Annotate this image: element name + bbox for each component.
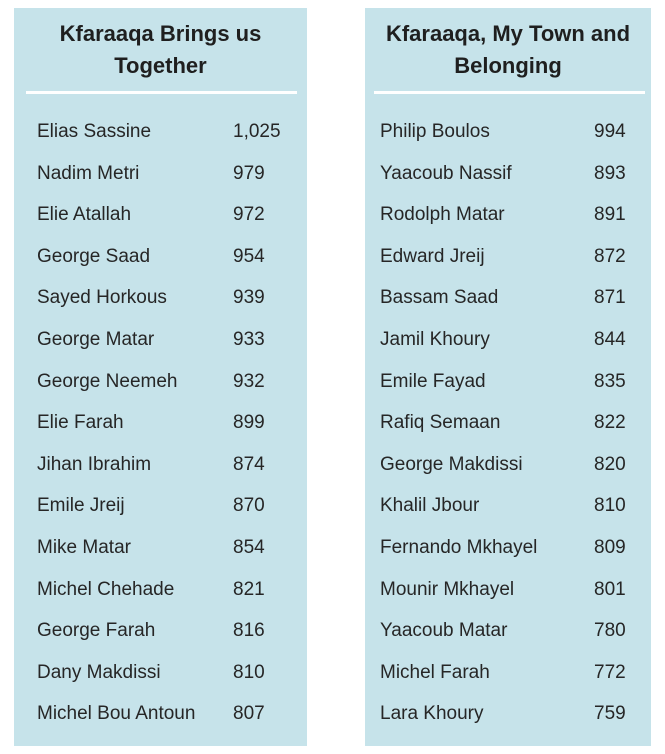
- candidate-name: Khalil Jbour: [380, 495, 480, 517]
- vote-count: 979: [233, 162, 265, 184]
- title-divider: [26, 91, 297, 94]
- vote-count: 854: [233, 536, 265, 558]
- candidate-name: Rafiq Semaan: [380, 412, 501, 434]
- vote-count: 772: [594, 661, 626, 683]
- list-title: Kfaraaqa, My Town and Belonging: [385, 21, 631, 78]
- candidate-list: [365, 111, 651, 735]
- candidate-row: [14, 111, 307, 153]
- list-title: Kfaraaqa Brings us Together: [59, 21, 262, 78]
- candidate-name: Yaacoub Nassif: [380, 162, 512, 184]
- vote-count: 844: [594, 328, 626, 350]
- candidate-row: [14, 652, 307, 694]
- candidate-name: Jamil Khoury: [380, 328, 490, 350]
- candidate-name: Elie Atallah: [37, 204, 132, 226]
- candidate-list: [14, 111, 307, 735]
- candidate-row: [365, 444, 651, 486]
- list-panel-kfaraaqa-brings-us-together: [14, 8, 307, 746]
- candidate-row: [14, 319, 307, 361]
- candidate-name: George Matar: [37, 328, 155, 350]
- vote-count: 871: [594, 287, 626, 309]
- candidate-name: Emile Fayad: [380, 370, 486, 392]
- vote-count: 807: [233, 703, 265, 725]
- candidate-row: [14, 361, 307, 403]
- vote-count: 1,025: [233, 121, 281, 142]
- candidate-name: Mike Matar: [37, 536, 131, 558]
- candidate-name: Michel Farah: [380, 661, 490, 683]
- vote-count: 954: [233, 245, 265, 267]
- candidate-name: Jihan Ibrahim: [37, 453, 152, 475]
- candidate-row: [365, 319, 651, 361]
- candidate-row: [14, 485, 307, 527]
- candidate-row: [365, 652, 651, 694]
- candidate-row: [14, 277, 307, 319]
- vote-count: 933: [233, 328, 265, 350]
- candidate-row: [365, 485, 651, 527]
- candidate-row: [14, 444, 307, 486]
- candidate-name: Sayed Horkous: [37, 287, 167, 309]
- candidate-name: Mounir Mkhayel: [380, 578, 515, 600]
- candidate-name: Emile Jreij: [37, 495, 125, 517]
- vote-count: 780: [594, 620, 626, 642]
- vote-count: 872: [594, 245, 626, 267]
- vote-count: 759: [594, 703, 626, 725]
- vote-count: 939: [233, 287, 265, 309]
- candidate-row: [365, 194, 651, 236]
- candidate-row: [14, 194, 307, 236]
- candidate-name: Philip Boulos: [380, 121, 490, 142]
- vote-count: 821: [233, 578, 265, 600]
- candidate-name: Michel Bou Antoun: [37, 703, 196, 725]
- vote-count: 972: [233, 204, 265, 226]
- title-divider: [374, 91, 645, 94]
- candidate-row: [365, 153, 651, 195]
- vote-count: 810: [233, 661, 265, 683]
- candidate-row: [365, 693, 651, 735]
- vote-count: 994: [594, 121, 626, 142]
- candidate-row: [14, 569, 307, 611]
- vote-count: 801: [594, 578, 626, 600]
- vote-count: 870: [233, 495, 265, 517]
- list-panel-kfaraaqa-my-town-and-belonging: [365, 8, 651, 746]
- candidate-name: George Saad: [37, 245, 151, 267]
- candidate-row: [365, 569, 651, 611]
- candidate-name: Lara Khoury: [380, 703, 484, 725]
- candidate-name: Nadim Metri: [37, 162, 140, 184]
- candidate-name: Elias Sassine: [37, 121, 152, 142]
- candidate-name: Bassam Saad: [380, 287, 499, 309]
- candidate-row: [365, 111, 651, 153]
- candidate-row: [14, 402, 307, 444]
- vote-count: 809: [594, 536, 626, 558]
- vote-count: 932: [233, 370, 265, 392]
- candidate-row: [365, 402, 651, 444]
- vote-count: 816: [233, 620, 265, 642]
- candidate-row: [365, 236, 651, 278]
- candidate-row: [14, 527, 307, 569]
- candidate-row: [14, 236, 307, 278]
- candidate-name: Yaacoub Matar: [380, 620, 508, 642]
- candidate-name: George Farah: [37, 620, 156, 642]
- candidate-name: Elie Farah: [37, 412, 124, 434]
- vote-count: 822: [594, 412, 626, 434]
- vote-count: 820: [594, 453, 626, 475]
- candidate-name: Dany Makdissi: [37, 661, 161, 683]
- vote-count: 891: [594, 204, 626, 226]
- candidate-row: [365, 361, 651, 403]
- vote-count: 899: [233, 412, 265, 434]
- candidate-row: [365, 610, 651, 652]
- candidate-name: Edward Jreij: [380, 245, 485, 267]
- candidate-name: George Neemeh: [37, 370, 178, 392]
- candidate-name: Rodolph Matar: [380, 204, 505, 226]
- vote-count: 874: [233, 453, 265, 475]
- candidate-row: [14, 693, 307, 735]
- vote-count: 893: [594, 162, 626, 184]
- candidate-name: Fernando Mkhayel: [380, 536, 538, 558]
- candidate-name: George Makdissi: [380, 453, 523, 475]
- candidate-row: [365, 277, 651, 319]
- vote-count: 810: [594, 495, 626, 517]
- vote-count: 835: [594, 370, 626, 392]
- candidate-name: Michel Chehade: [37, 578, 175, 600]
- candidate-row: [14, 610, 307, 652]
- candidate-row: [365, 527, 651, 569]
- candidate-row: [14, 153, 307, 195]
